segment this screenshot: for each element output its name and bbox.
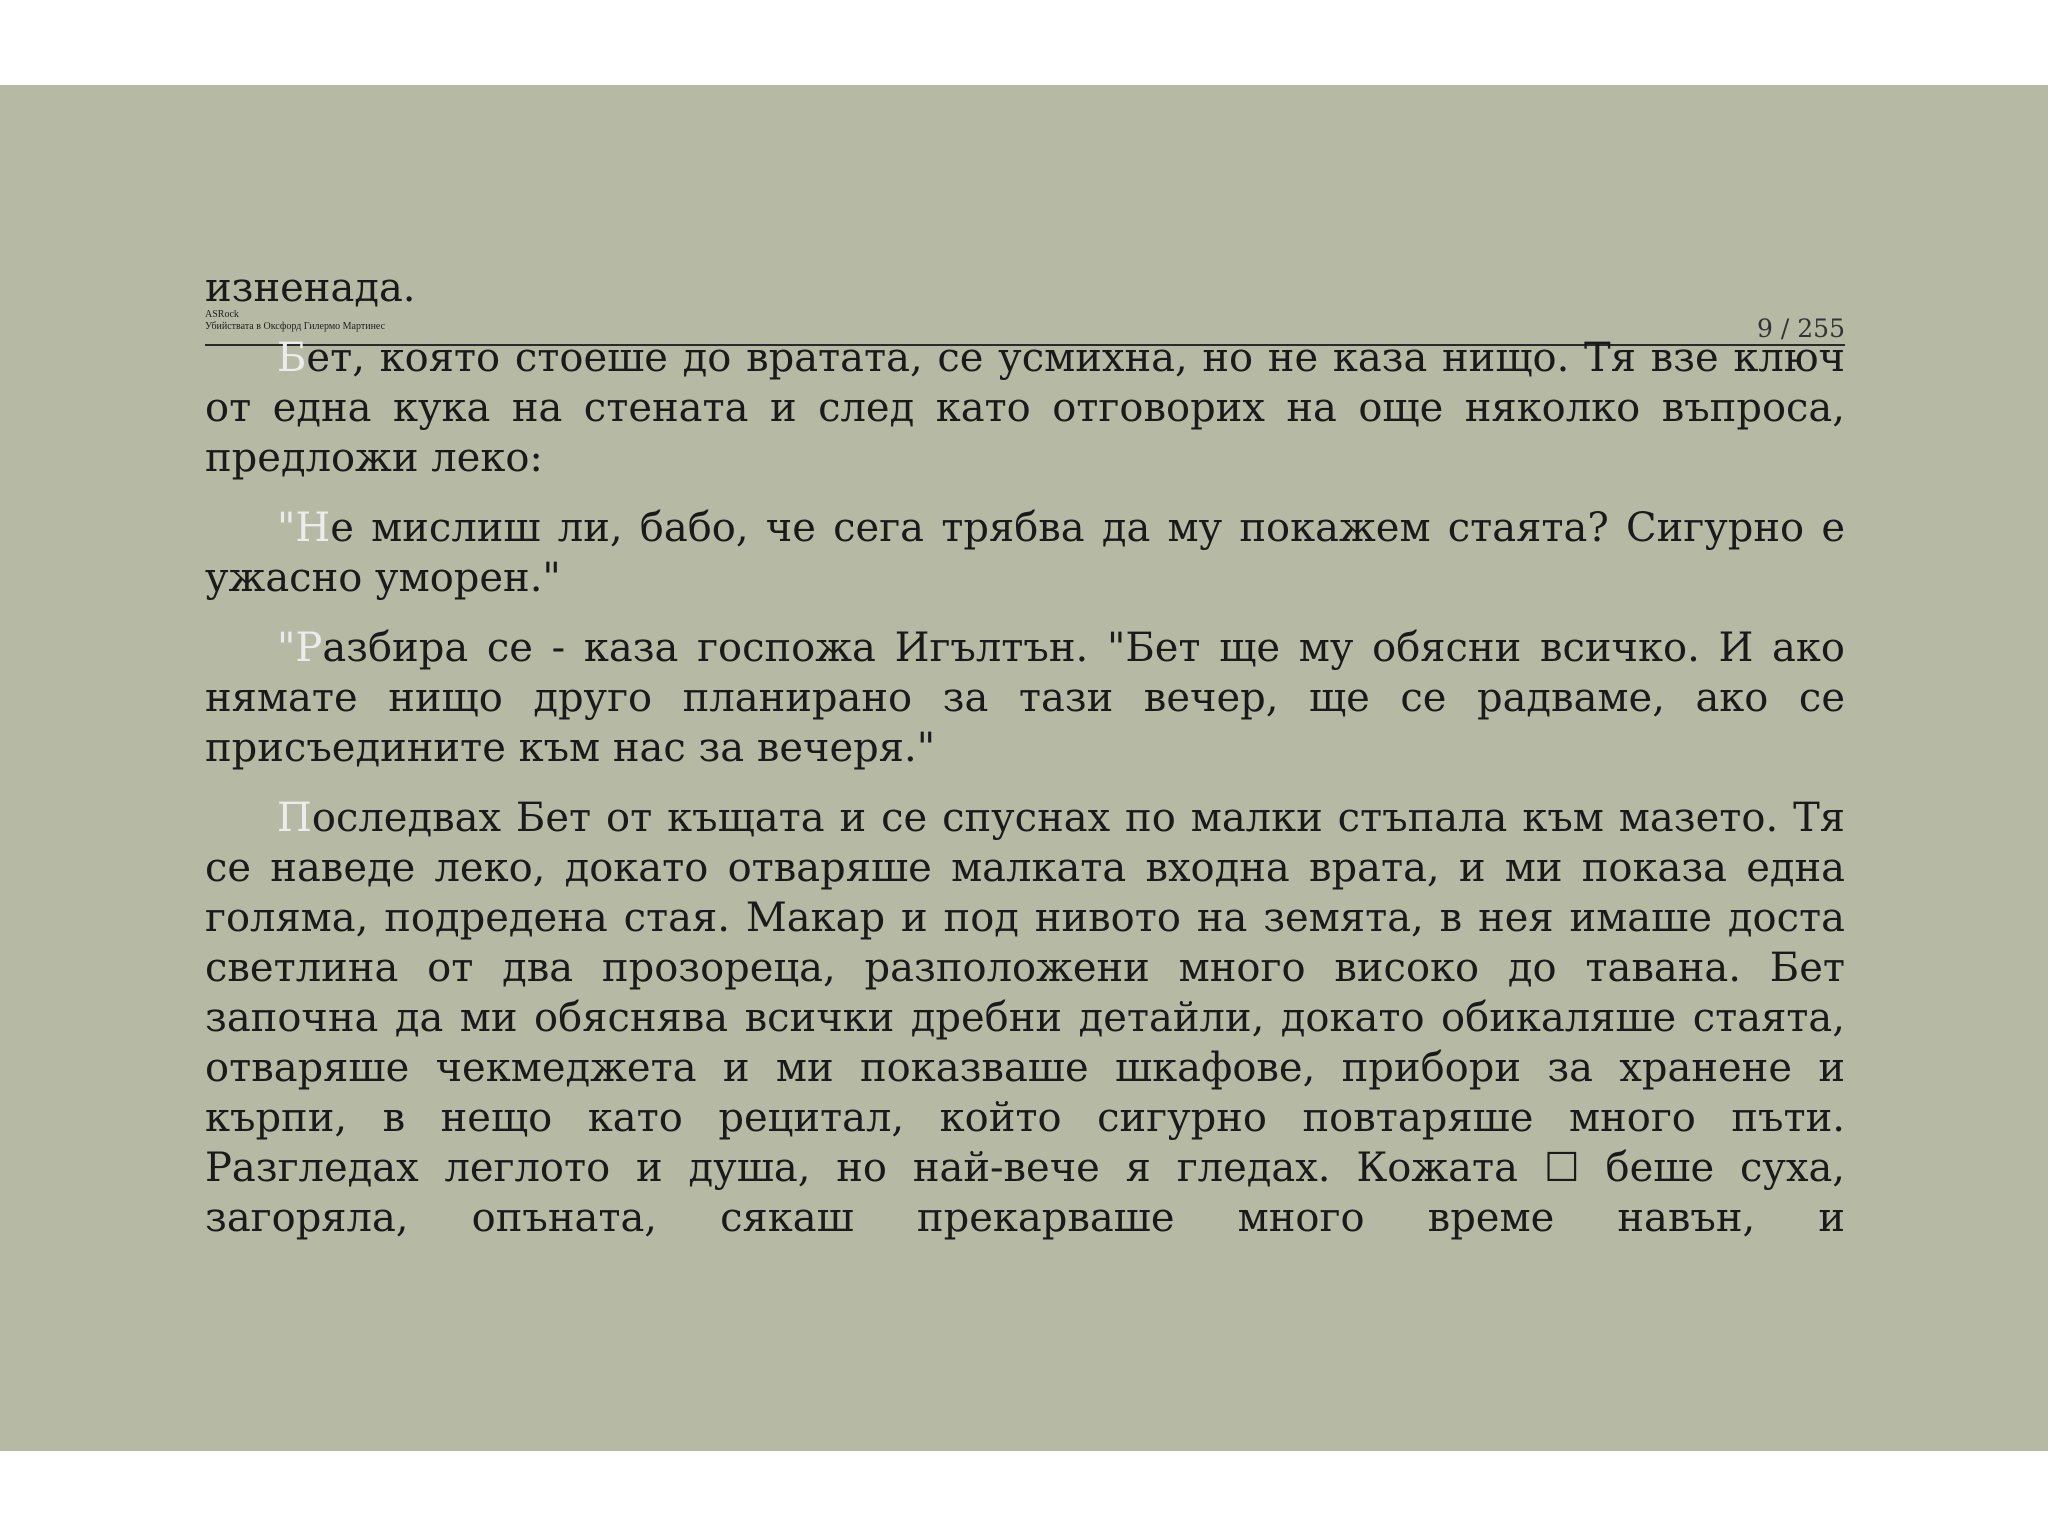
book-text — [205, 263, 1845, 1263]
paragraph — [205, 263, 1845, 313]
author-line: ASRock — [205, 309, 239, 320]
paragraph-initial: "Р — [277, 625, 323, 671]
paragraph-initial: Б — [277, 335, 307, 381]
paragraph-text: азбира се - каза госпожа Игълтън. "Бет ще му обясни всичко. И ако нямате нищо друго планирано за тази вечер, ще се радваме, ако се присъедините към нас за вечеря." — [205, 625, 1845, 771]
paragraph — [205, 793, 1845, 1243]
paragraph-text: е мислиш ли, бабо, че сега трябва да му покажем стаята? Сигурно е ужасно уморен." — [205, 505, 1845, 601]
paragraph — [205, 503, 1845, 603]
paragraph-text: оследвах Бет от къщата и се спуснах по малки стъпала към мазето. Тя се наведе леко, докато отваряше малката входна врата, и ми показа една голяма, подредена стая. Макар и под нивото на земята, в нея имаше доста светлина от два прозореца, разположени много високо до тавана. Бет започна да ми обяснява всички дребни детайли, докато обикаляше стаята, отваряше чекмеджета и ми показваше шкафове, прибори за хранене и кърпи, в нещо като рецитал, който сигурно повтаряше много пъти. Разгледах леглото и душа, но най-вече я гледах. Кожата ☐ беше суха, загоряла, опъната, сякаш прекарваше много време навън, и — [205, 795, 1845, 1241]
reader-page[interactable] — [0, 85, 2048, 1451]
paragraph — [205, 623, 1845, 773]
paragraph — [205, 333, 1845, 483]
paragraph-text: ет, която стоеше до вратата, се усмихна, но не каза нищо. Тя взе ключ от една кука на стената и след като отговорих на още няколко въпроса, предложи леко: — [205, 335, 1845, 481]
paragraph-initial: П — [277, 795, 312, 841]
book-title-line: Убийствата в Оксфорд Гилермо Мартинес — [205, 321, 386, 332]
page-indicator: 9 / 255 — [1757, 314, 1845, 343]
paragraph-initial: "Н — [277, 505, 331, 551]
paragraph-text: изненада. — [205, 265, 416, 311]
